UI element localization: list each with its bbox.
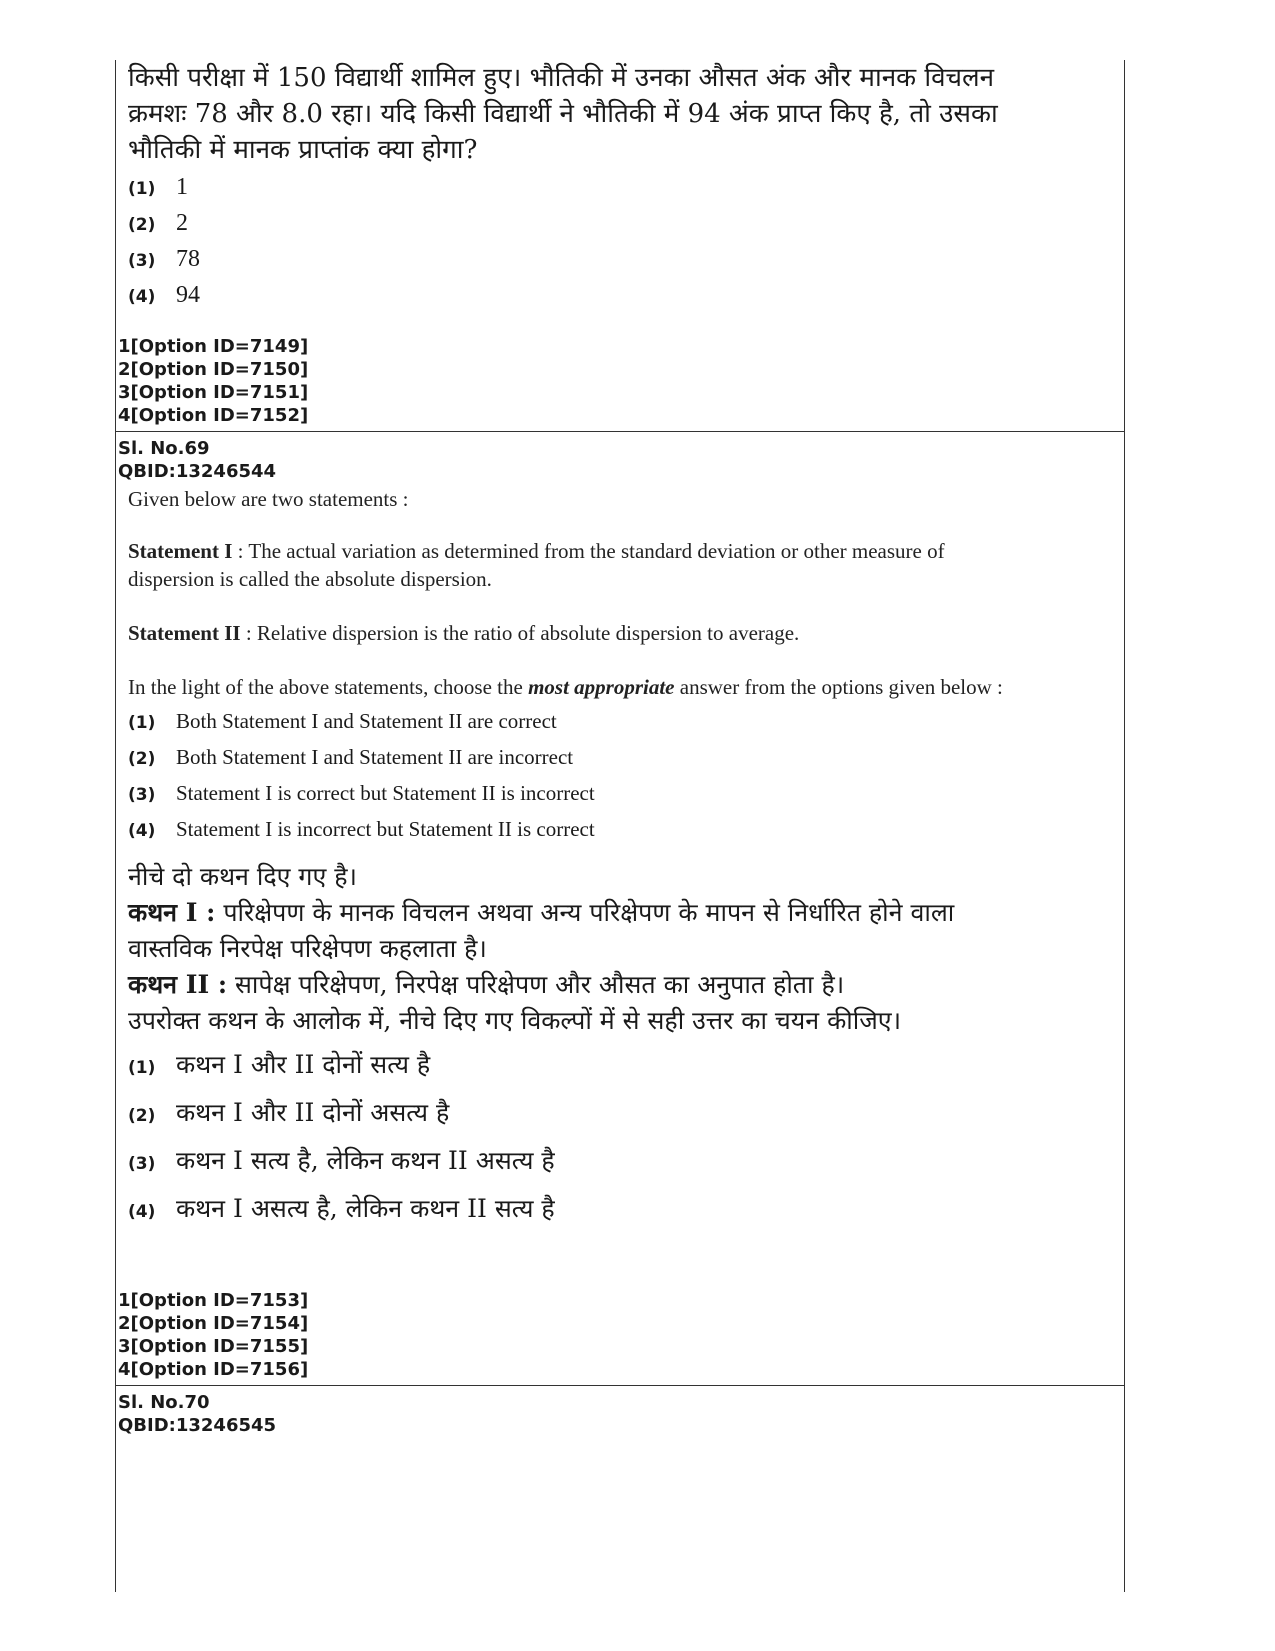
option-number: (1) [128,179,156,199]
option-id: 2[Option ID=7150] [118,359,309,380]
instruction-emphasis: most appropriate [528,675,675,699]
option-en-1 [128,709,1124,745]
hindi-question [128,859,1008,1039]
option-text: 2 [176,210,188,236]
option-id: 4[Option ID=7152] [118,405,309,426]
option-number: (1) [128,713,156,733]
option-1 [128,174,1124,210]
option-4 [128,282,1124,318]
option-id: 4[Option ID=7156] [118,1359,309,1380]
option-text: कथन I और II दोनों असत्य है [176,1098,450,1127]
option-2 [128,210,1124,246]
option-number: (2) [128,749,156,769]
option-hi-2 [128,1095,1124,1143]
option-text: Both Statement I and Statement II are correct [176,709,557,733]
hindi-statement-2-label: कथन II : [128,970,228,999]
option-number: (2) [128,1106,156,1126]
section-divider [116,431,1124,432]
option-hi-3 [128,1143,1124,1191]
option-en-3 [128,781,1124,817]
option-text: 78 [176,246,200,272]
option-hi-4 [128,1191,1124,1239]
hindi-statement-1 [128,895,1008,967]
option-id: 1[Option ID=7153] [118,1290,309,1311]
qbid: QBID:13246544 [118,461,277,482]
hindi-statement-2-text: सापेक्ष परिक्षेपण, निरपेक्ष परिक्षेपण और औसत का अनुपात होता है। [227,970,845,999]
statement-2 [128,619,1124,647]
option-id: 2[Option ID=7154] [118,1313,309,1334]
statement-1 [128,537,968,593]
option-id: 1[Option ID=7149] [118,336,309,357]
option-number: (3) [128,251,156,271]
qbid: QBID:13246545 [118,1415,277,1436]
statement-1-label: Statement I [128,539,233,563]
hindi-intro: नीचे दो कथन दिए गए है। [128,862,357,891]
option-en-2 [128,745,1124,781]
english-options [116,709,1124,853]
instruction-pre: In the light of the above statements, choose the [128,675,529,699]
option-text: 1 [176,174,188,200]
question-69-intro: Given below are two statements : [128,487,409,511]
option-number: (1) [128,1058,156,1078]
option-id: 3[Option ID=7151] [118,382,309,403]
hindi-statement-2 [128,967,1008,1003]
hindi-statement-1-label: कथन I : [128,898,216,927]
option-id-list [116,335,308,427]
option-number: (3) [128,785,156,805]
statement-2-label: Statement II [128,621,241,645]
option-text: कथन I और II दोनों सत्य है [176,1050,431,1079]
option-number: (4) [128,287,156,307]
option-en-4 [128,817,1124,853]
option-number: (4) [128,821,156,841]
option-text: Both Statement I and Statement II are incorrect [176,745,574,769]
serial-number: Sl. No.70 [118,1392,210,1413]
option-text: 94 [176,282,200,308]
statement-2-text: : Relative dispersion is the ratio of absolute dispersion to average. [240,621,800,645]
option-id: 3[Option ID=7155] [118,1336,309,1357]
option-number: (3) [128,1154,156,1174]
question-paper-frame [115,60,1125,1592]
option-text: Statement I is correct but Statement II is incorrect [176,781,595,805]
option-number: (4) [128,1202,156,1222]
serial-number: Sl. No.69 [118,438,210,459]
section-divider [116,1385,1124,1386]
option-text: कथन I असत्य है, लेकिन कथन II सत्य है [176,1194,555,1223]
hindi-options [116,1047,1124,1239]
question-68-text: किसी परीक्षा में 150 विद्यार्थी शामिल हुए। भौतिकी में उनका औसत अंक और मानक विचलन क्रमशः 78 और 8.0 रहा। यदि किसी विद्यार्थी ने भौतिकी में 94 अंक प्राप्त किए है, तो उसका भौतिकी में मानक प्राप्तांक क्या होगा? [128,63,998,165]
question-68-block [116,60,1124,426]
question-69-block [116,437,1124,1380]
option-number: (2) [128,215,156,235]
instruction-post: answer from the options given below : [674,675,1003,699]
question-70-block [116,1391,1124,1437]
hindi-statement-1-text: परिक्षेपण के मानक विचलन अथवा अन्य परिक्षेपण के मापन से निर्धारित होने वाला वास्तविक निरपेक्ष परिक्षेपण कहलाता है। [128,898,955,963]
option-hi-1 [128,1047,1124,1095]
instruction [128,673,1008,701]
statement-1-text: : The actual variation as determined from the standard deviation or other measure of dispersion is called the absolute dispersion. [128,539,945,591]
option-id-list [116,1289,308,1381]
option-text: Statement I is incorrect but Statement II is correct [176,817,595,841]
option-text: कथन I सत्य है, लेकिन कथन II असत्य है [176,1146,555,1175]
option-3 [128,246,1124,282]
hindi-instruction: उपरोक्त कथन के आलोक में, नीचे दिए गए विकल्पों में से सही उत्तर का चयन कीजिए। [128,1006,902,1035]
